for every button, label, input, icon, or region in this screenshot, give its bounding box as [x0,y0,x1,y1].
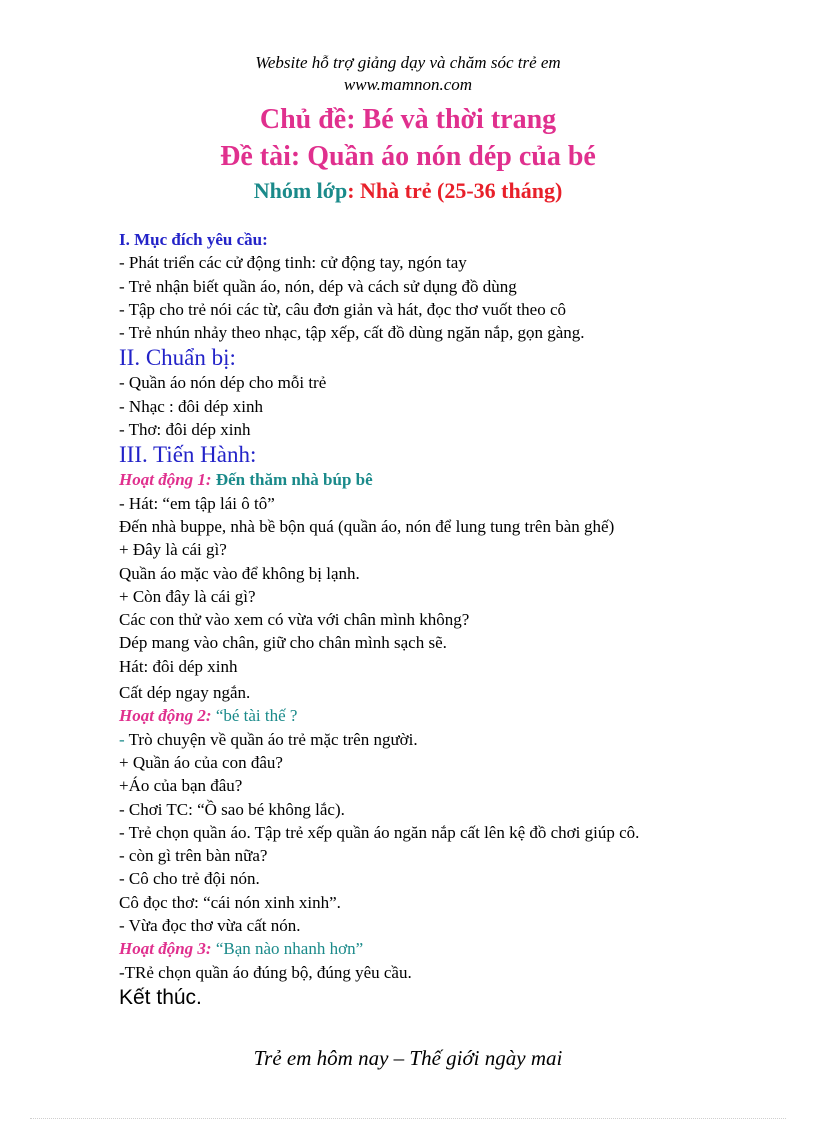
activity-2-line: + Quần áo của con đâu? [119,752,283,772]
activity-1-heading [119,468,759,491]
activity-2-label: Hoạt động 2: [119,706,212,726]
section-2-heading: II. Chuẩn bị: [119,345,236,371]
activity-1-line: + Còn đây là cái gì? [119,586,256,606]
activity-2-line: - Vừa đọc thơ vừa cất nón. [119,916,301,936]
activity-1-line: Dép mang vào chân, giữ cho chân mình sạch sẽ. [119,633,447,653]
activity-2-line: - Trẻ chọn quần áo. Tập trẻ xếp quần áo ngăn nắp cất lên kệ đồ chơi giúp cô. [119,822,640,842]
activity-2-first-line [119,728,759,751]
activity-1-line: Quần áo mặc vào để không bị lạnh. [119,563,360,583]
section-2-item: - Thơ: đôi dép xinh [119,420,251,440]
activity-3-heading [119,937,759,960]
header-url: www.mamnon.com [343,75,473,94]
topic-title: Chủ đề: Bé và thời trang [259,104,557,135]
activity-1-label: Hoạt động 1 [119,470,206,490]
activity-2-first-text: Trò chuyện về quần áo trẻ mặc trên người. [124,729,418,749]
group-value: Nhà trẻ (25-36 tháng) [354,178,563,203]
activity-2-dash: - [119,729,125,749]
activity-1-title: Đến thăm nhà búp bê [215,470,373,490]
activity-3-title: “Bạn nào nhanh hơn” [211,939,364,959]
activity-2-title: “bé tài thế ? [211,706,298,726]
header-website-line: Website hỗ trợ giảng dạy và chăm sóc trẻ em [255,53,561,72]
activity-3-label: Hoạt động 3: [119,939,212,959]
section-1-item: - Trẻ nhận biết quần áo, nón, dép và cách sử dụng đồ dùng [119,276,517,296]
section-1-item: - Phát triển các cử động tinh: cử động tay, ngón tay [119,253,467,273]
page-header [0,52,816,96]
activity-1-line: Các con thử vào xem có vừa với chân mình không? [119,610,470,630]
page-bottom-divider [30,1118,786,1119]
section-1-heading: I. Mục đích yêu cầu: [119,230,268,249]
section-1-item: - Trẻ nhún nhảy theo nhạc, tập xếp, cất đồ dùng ngăn nắp, gọn gàng. [119,323,585,343]
activity-1-line: + Đây là cái gì? [119,540,227,560]
footer-slogan: Trẻ em hôm nay – Thế giới ngày mai [253,1046,563,1070]
activity-2-line: Cô đọc thơ: “cái nón xinh xinh”. [119,892,341,912]
activity-2-heading [119,704,759,727]
class-group-title [0,178,816,204]
subject-title: Đề tài: Quần áo nón dép của bé [220,141,596,172]
activity-2-line: - còn gì trên bàn nữa? [119,846,268,866]
section-3-heading: III. Tiến Hành: [119,442,257,468]
section-1-item: - Tập cho trẻ nói các từ, câu đơn giản và hát, đọc thơ vuốt theo cô [119,299,567,319]
activity-2-line: +Áo của bạn đâu? [119,776,243,796]
activity-1-colon: : [205,470,216,490]
ending-text: Kết thúc. [119,985,202,1009]
lesson-body [119,228,759,1012]
section-2-item: - Nhạc : đôi dép xinh [119,396,263,416]
activity-1-line: Hát: đôi dép xinh [119,656,238,676]
activity-2-line: - Cô cho trẻ đội nón. [119,869,260,889]
group-label: Nhóm lớp [253,178,348,203]
section-2-item: - Quần áo nón dép cho mỗi trẻ [119,373,327,393]
activity-3-line: -TRẻ chọn quần áo đúng bộ, đúng yêu cầu. [119,962,412,982]
group-colon: : [347,178,355,203]
activity-2-line: - Chơi TC: “Ồ sao bé không lắc). [119,799,345,819]
activity-1-line: Đến nhà buppe, nhà bề bộn quá (quần áo, nón để lung tung trên bàn ghế) [119,516,615,536]
activity-1-line: - Hát: “em tập lái ô tô” [119,493,275,513]
activity-1-line: Cất dép ngay ngắn. [119,683,251,703]
